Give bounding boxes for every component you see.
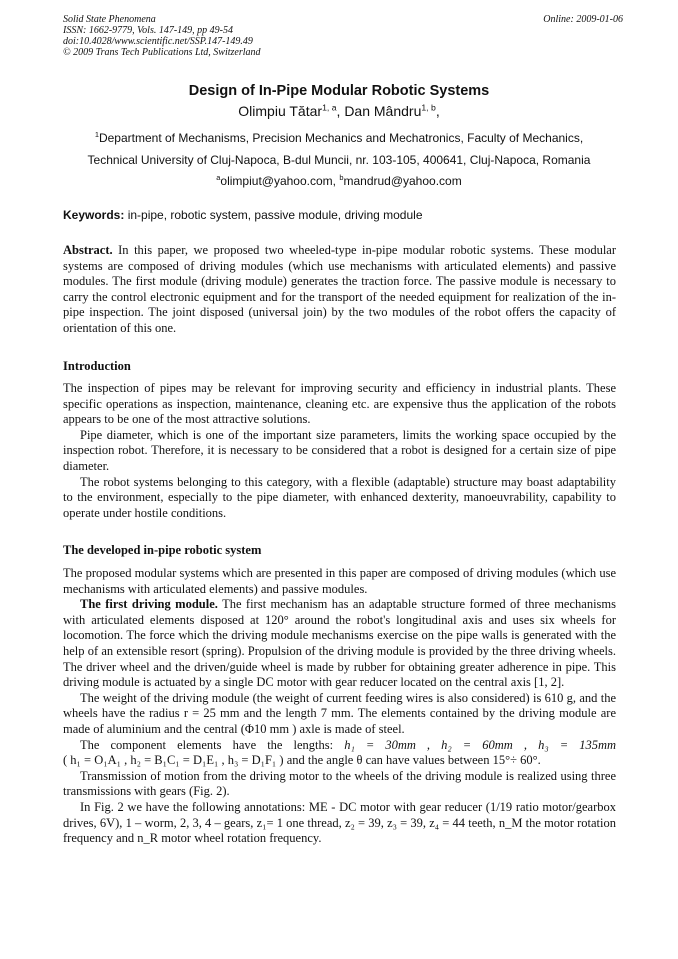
first-driving-module-label: The first driving module. [80, 597, 218, 612]
developed-paragraph-4: The component elements have the lengths: h₁ = 30mm , h₂ = 60mm , h₃ = 135mm [80, 737, 617, 752]
email-line: $^a$olimpiut@yahoo.com, $^b$mandrud@yahoo.com [216, 173, 462, 188]
author-2-sup: 1, b [421, 102, 436, 113]
developed-paragraph-3: The weight of the driving module (the weight of current feeding wires is also considered) is 610 g, and the wheels have the radius r = 25 mm and the length 7 mm. The elements contained by the driving module are made of aluminium and the central (Φ10 mm ) axle is made of steel. [63, 690, 616, 736]
affiliation-sup: 1 [94, 130, 99, 139]
affiliation-line-2: Technical University of Cluj-Napoca, B-dul Muncii, nr. 103-105, 400641, Cluj-Napoca, Romania [87, 153, 591, 167]
paper-title: Design of In-Pipe Modular Robotic Systems [188, 83, 490, 99]
intro-paragraph-3: The robot systems belonging to this category, with a flexible (adaptable) structure may boast adaptability to the environment, especially to the pipe diameter, with enhanced dexterity, manoeuvrability, capability to operate under hostile conditions. [63, 474, 616, 520]
online-date: Online: 2009-01-06 [543, 14, 623, 25]
abstract [63, 243, 616, 337]
abstract-label: Abstract. [63, 243, 113, 257]
copyright: © 2009 Trans Tech Publications Ltd, Switzerland [63, 47, 261, 58]
h3-length: h₃ = 135mm [538, 737, 617, 752]
developed-paragraph-6: In Fig. 2 we have the following annotations: ME - DC motor with gear reducer (1/19 ratio motor/gearbox drives, 6V), 1 – worm, 2, 3, 4 – gears, z₁= 1 one thread, z₂ = 39, z₃ = 39, z₄ = 44 teeth, n_M the motor rotation frequency and n_R motor wheel rotation frequency. [63, 799, 616, 846]
issn: ISSN: 1662-9779, Vols. 147-149, pp 49-54 [63, 25, 233, 36]
developed-paragraph-1: The proposed modular systems which are presented in this paper are composed of driving modules (which use mechanisms with articulated elements) and passive modules. [63, 566, 616, 596]
h2-length: h₂ = 60mm , [441, 737, 527, 752]
section-heading-introduction: Introduction [63, 359, 131, 373]
keywords-label: Keywords: [63, 208, 125, 222]
email-b: mandrud@yahoo.com [343, 174, 462, 188]
developed-paragraph-2: The first driving module. The first mechanism has an adaptable structure formed of three mechanisms with articulated elements disposed at 120° around the robot's longitudinal axis and uses six wheels for locomotion. The force which the driving module mechanisms exercise on the pipe walls is generated with the help of an extensible resort (spring). Propulsion of the driving module is provided by the three driving wheels. The driver wheel and the driven/guide wheel is made by rubber for obtaining greater adherence in pipe. This driving module is actuated by a single DC motor with gear reducer located on the central axis [1, 2]. [63, 597, 616, 690]
developed-paragraph-4b: ( h₁ = O₁A₁ , h₂ = B₁C₁ = D₁E₁ , h₃ = D₁F₁ ) and the angle θ can have values between 15°÷ 60°. [63, 753, 541, 768]
email-a: olimpiut@yahoo.com, [220, 174, 340, 188]
h1-length: h₁ = 30mm , [344, 737, 431, 752]
abstract-text: In this paper, we proposed two wheeled-type in-pipe modular robotic systems. These modular systems are composed of driving modules (which use mechanisms with articulated elements) and passive modules. The first module (driving module) generates the traction force. The passive module is necessary to carry the control electronic equipment and for the transport of the needed equipment for realization of the in-pipe inspection. The joint disposed (universal join) by the two modules of the robot offers the capacity of orientation of this one. [63, 243, 616, 335]
section-heading-developed: The developed in-pipe robotic system [63, 543, 262, 557]
intro-paragraph-1: The inspection of pipes may be relevant for improving security and efficiency in industrial plants. These specific operations as inspection, maintenance, cleaning etc. are expensive thus the application of the robots appears to be one of the most attractive solutions. [63, 381, 616, 427]
author-trail: , [435, 103, 440, 119]
affiliation-line-1: $^1$Department of Mechanisms, Precision Mechanics and Mechatronics, Faculty of Mechanics, [94, 130, 584, 145]
author-2: Dan Mândru [344, 103, 422, 119]
journal-name: Solid State Phenomena [63, 14, 156, 25]
developed-paragraph-5: Transmission of motion from the driving motor to the wheels of the driving module is realized using three transmissions with gears (Fig. 2). [63, 768, 616, 799]
author-line [0, 101, 678, 121]
introduction-body [63, 381, 616, 521]
keywords-text: in-pipe, robotic system, passive module, driving module [124, 208, 423, 222]
keywords [63, 207, 623, 223]
developed-body [63, 566, 616, 847]
author-sep: , [336, 103, 345, 119]
doi: doi:10.4028/www.scientific.net/SSP.147-149.49 [63, 36, 253, 47]
intro-paragraph-2: Pipe diameter, which is one of the important size parameters, limits the working space occupied by the inspection robot. Therefore, it is necessary to be considered that a robot is designed for a certain size of pipe diameter. [63, 427, 616, 473]
author-1: Olimpiu Tătar [238, 103, 323, 119]
author-1-sup: 1, a [322, 102, 337, 113]
journal-header [63, 14, 623, 58]
